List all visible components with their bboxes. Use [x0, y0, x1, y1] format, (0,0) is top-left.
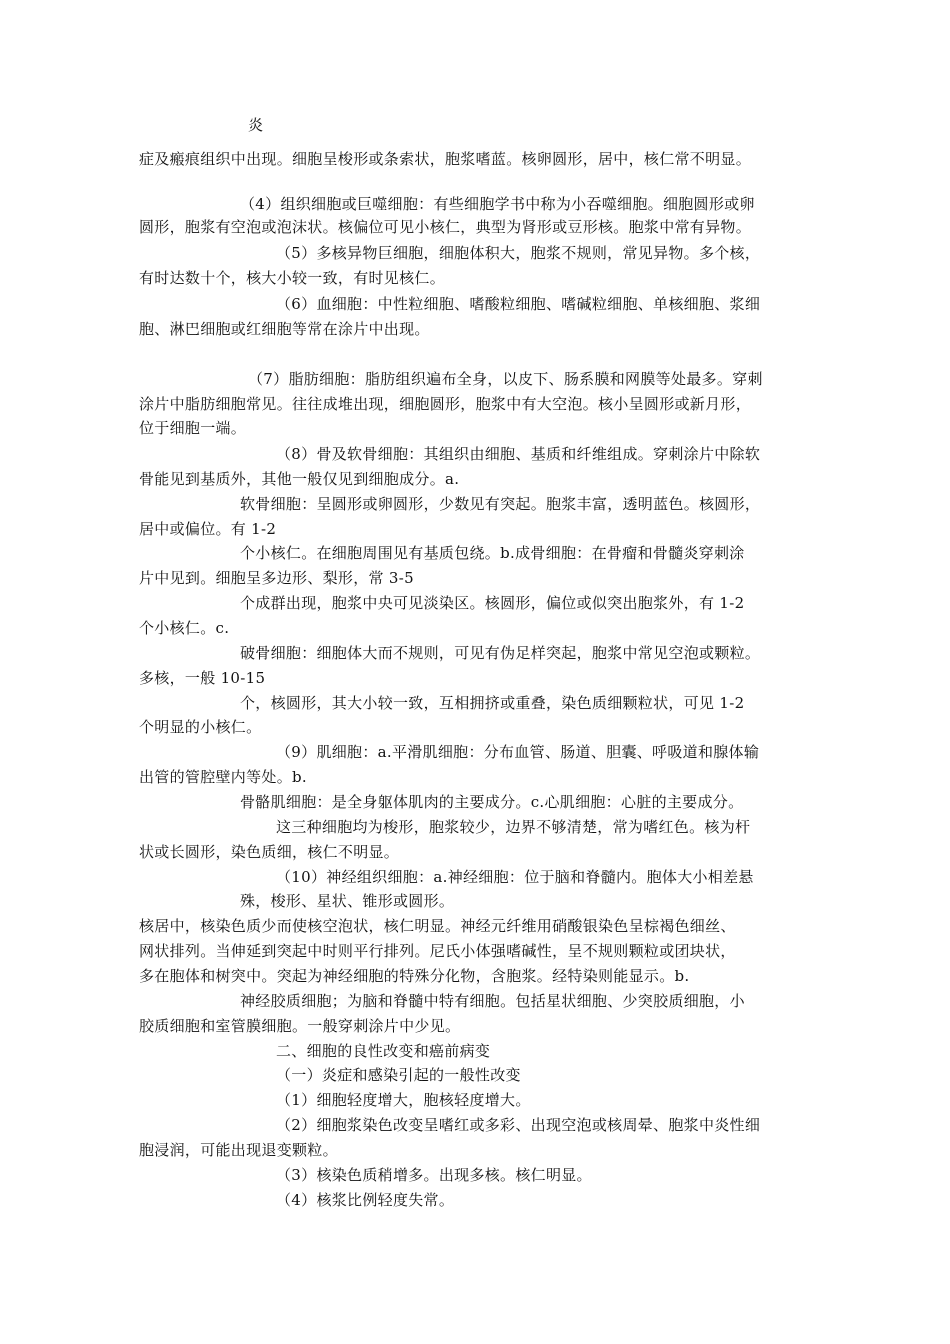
text-line: 圆形，胞浆有空泡或泡沫状。核偏位可见小核仁，典型为肾形或豆形核。胞浆中常有异物。: [139, 218, 752, 236]
text-line: （10）神经组织细胞：a.神经细胞：位于脑和脊髓内。胞体大小相差悬: [276, 868, 754, 886]
text-line: 胞浸润，可能出现退变颗粒。: [139, 1141, 338, 1159]
text-line: （6）血细胞：中性粒细胞、嗜酸粒细胞、嗜碱粒细胞、单核细胞、浆细: [276, 295, 761, 313]
subsection-heading: （一）炎症和感染引起的一般性改变: [276, 1066, 521, 1084]
text-line: 核居中，核染色质少而使核空泡状，核仁明显。神经元纤维用硝酸银染色呈棕褐色细丝、: [139, 917, 736, 935]
text-line: 胞、淋巴细胞或红细胞等常在涂片中出现。: [139, 320, 430, 338]
text-line: （8）骨及软骨细胞：其组织由细胞、基质和纤维组成。穿刺涂片中除软: [276, 445, 761, 463]
text-line: （4）组织细胞或巨噬细胞：有些细胞学书中称为小吞噬细胞。细胞圆形或卵: [240, 195, 755, 213]
text-line: （1）细胞轻度增大，胞核轻度增大。: [276, 1091, 531, 1109]
text-line: 多在胞体和树突中。突起为神经细胞的特殊分化物，含胞浆。经特染则能显示。b.: [139, 967, 690, 985]
text-line: 位于细胞一端。: [139, 419, 247, 437]
text-line: 片中见到。细胞呈多边形、梨形，常 3-5: [139, 569, 414, 587]
text-line: 个成群出现，胞浆中央可见淡染区。核圆形，偏位或似突出胞浆外，有 1-2: [240, 594, 745, 612]
text-line: 个小核仁。c.: [139, 619, 230, 637]
text-line: 炎: [248, 116, 264, 134]
text-line: 骨能见到基质外，其他一般仅见到细胞成分。a.: [139, 470, 460, 488]
text-line: 神经胶质细胞；为脑和脊髓中特有细胞。包括星状细胞、少突胶质细胞，小: [240, 992, 745, 1010]
text-line: 个小核仁。在细胞周围见有基质包绕。b.成骨细胞：在骨瘤和骨髓炎穿刺涂: [240, 544, 745, 562]
text-line: （5）多核异物巨细胞，细胞体积大，胞浆不规则，常见异物。多个核，: [276, 244, 761, 262]
text-line: 居中或偏位。有 1-2: [139, 520, 277, 538]
text-line: 胶质细胞和室管膜细胞。一般穿刺涂片中少见。: [139, 1017, 461, 1035]
text-line: 状或长圆形，染色质细，核仁不明显。: [139, 843, 400, 861]
text-line: （2）细胞浆染色改变呈嗜红或多彩、出现空泡或核周晕、胞浆中炎性细: [276, 1116, 761, 1134]
text-line: 这三种细胞均为梭形，胞浆较少，边界不够清楚，常为嗜红色。核为杆: [276, 818, 751, 836]
text-line: 出管的管腔壁内等处。b.: [139, 768, 307, 786]
text-line: 网状排列。当伸延到突起中时则平行排列。尼氏小体强嗜碱性，呈不规则颗粒或团块状，: [139, 942, 736, 960]
text-line: （7）脂肪细胞：脂肪组织遍布全身，以皮下、肠系膜和网膜等处最多。穿刺: [248, 370, 763, 388]
text-line: 多核，一般 10-15: [139, 669, 266, 687]
text-line: 个明显的小核仁。: [139, 718, 262, 736]
text-line: 殊，梭形、星状、锥形或圆形。: [240, 892, 455, 910]
text-line: 软骨细胞：呈圆形或卵圆形，少数见有突起。胞浆丰富，透明蓝色。核圆形，: [240, 495, 761, 513]
section-heading: 二、细胞的良性改变和癌前病变: [276, 1042, 491, 1060]
text-line: （4）核浆比例轻度失常。: [276, 1191, 455, 1209]
text-line: （9）肌细胞：a.平滑肌细胞：分布血管、肠道、胆囊、呼吸道和腺体输: [276, 743, 760, 761]
text-line: 有时达数十个，核大小较一致，有时见核仁。: [139, 269, 446, 287]
text-line: 骨骼肌细胞：是全身躯体肌肉的主要成分。c.心肌细胞：心脏的主要成分。: [240, 793, 744, 811]
text-line: 个，核圆形，其大小较一致，互相拥挤或重叠，染色质细颗粒状，可见 1-2: [240, 694, 745, 712]
text-line: 破骨细胞：细胞体大而不规则，可见有伪足样突起，胞浆中常见空泡或颗粒。: [240, 644, 761, 662]
text-line: （3）核染色质稍增多。出现多核。核仁明显。: [276, 1166, 592, 1184]
text-line: 症及瘢痕组织中出现。细胞呈梭形或条索状，胞浆嗜蓝。核卵圆形，居中，核仁常不明显。: [139, 150, 752, 168]
text-line: 涂片中脂肪细胞常见。往往成堆出现，细胞圆形，胞浆中有大空泡。核小呈圆形或新月形，: [139, 395, 752, 413]
